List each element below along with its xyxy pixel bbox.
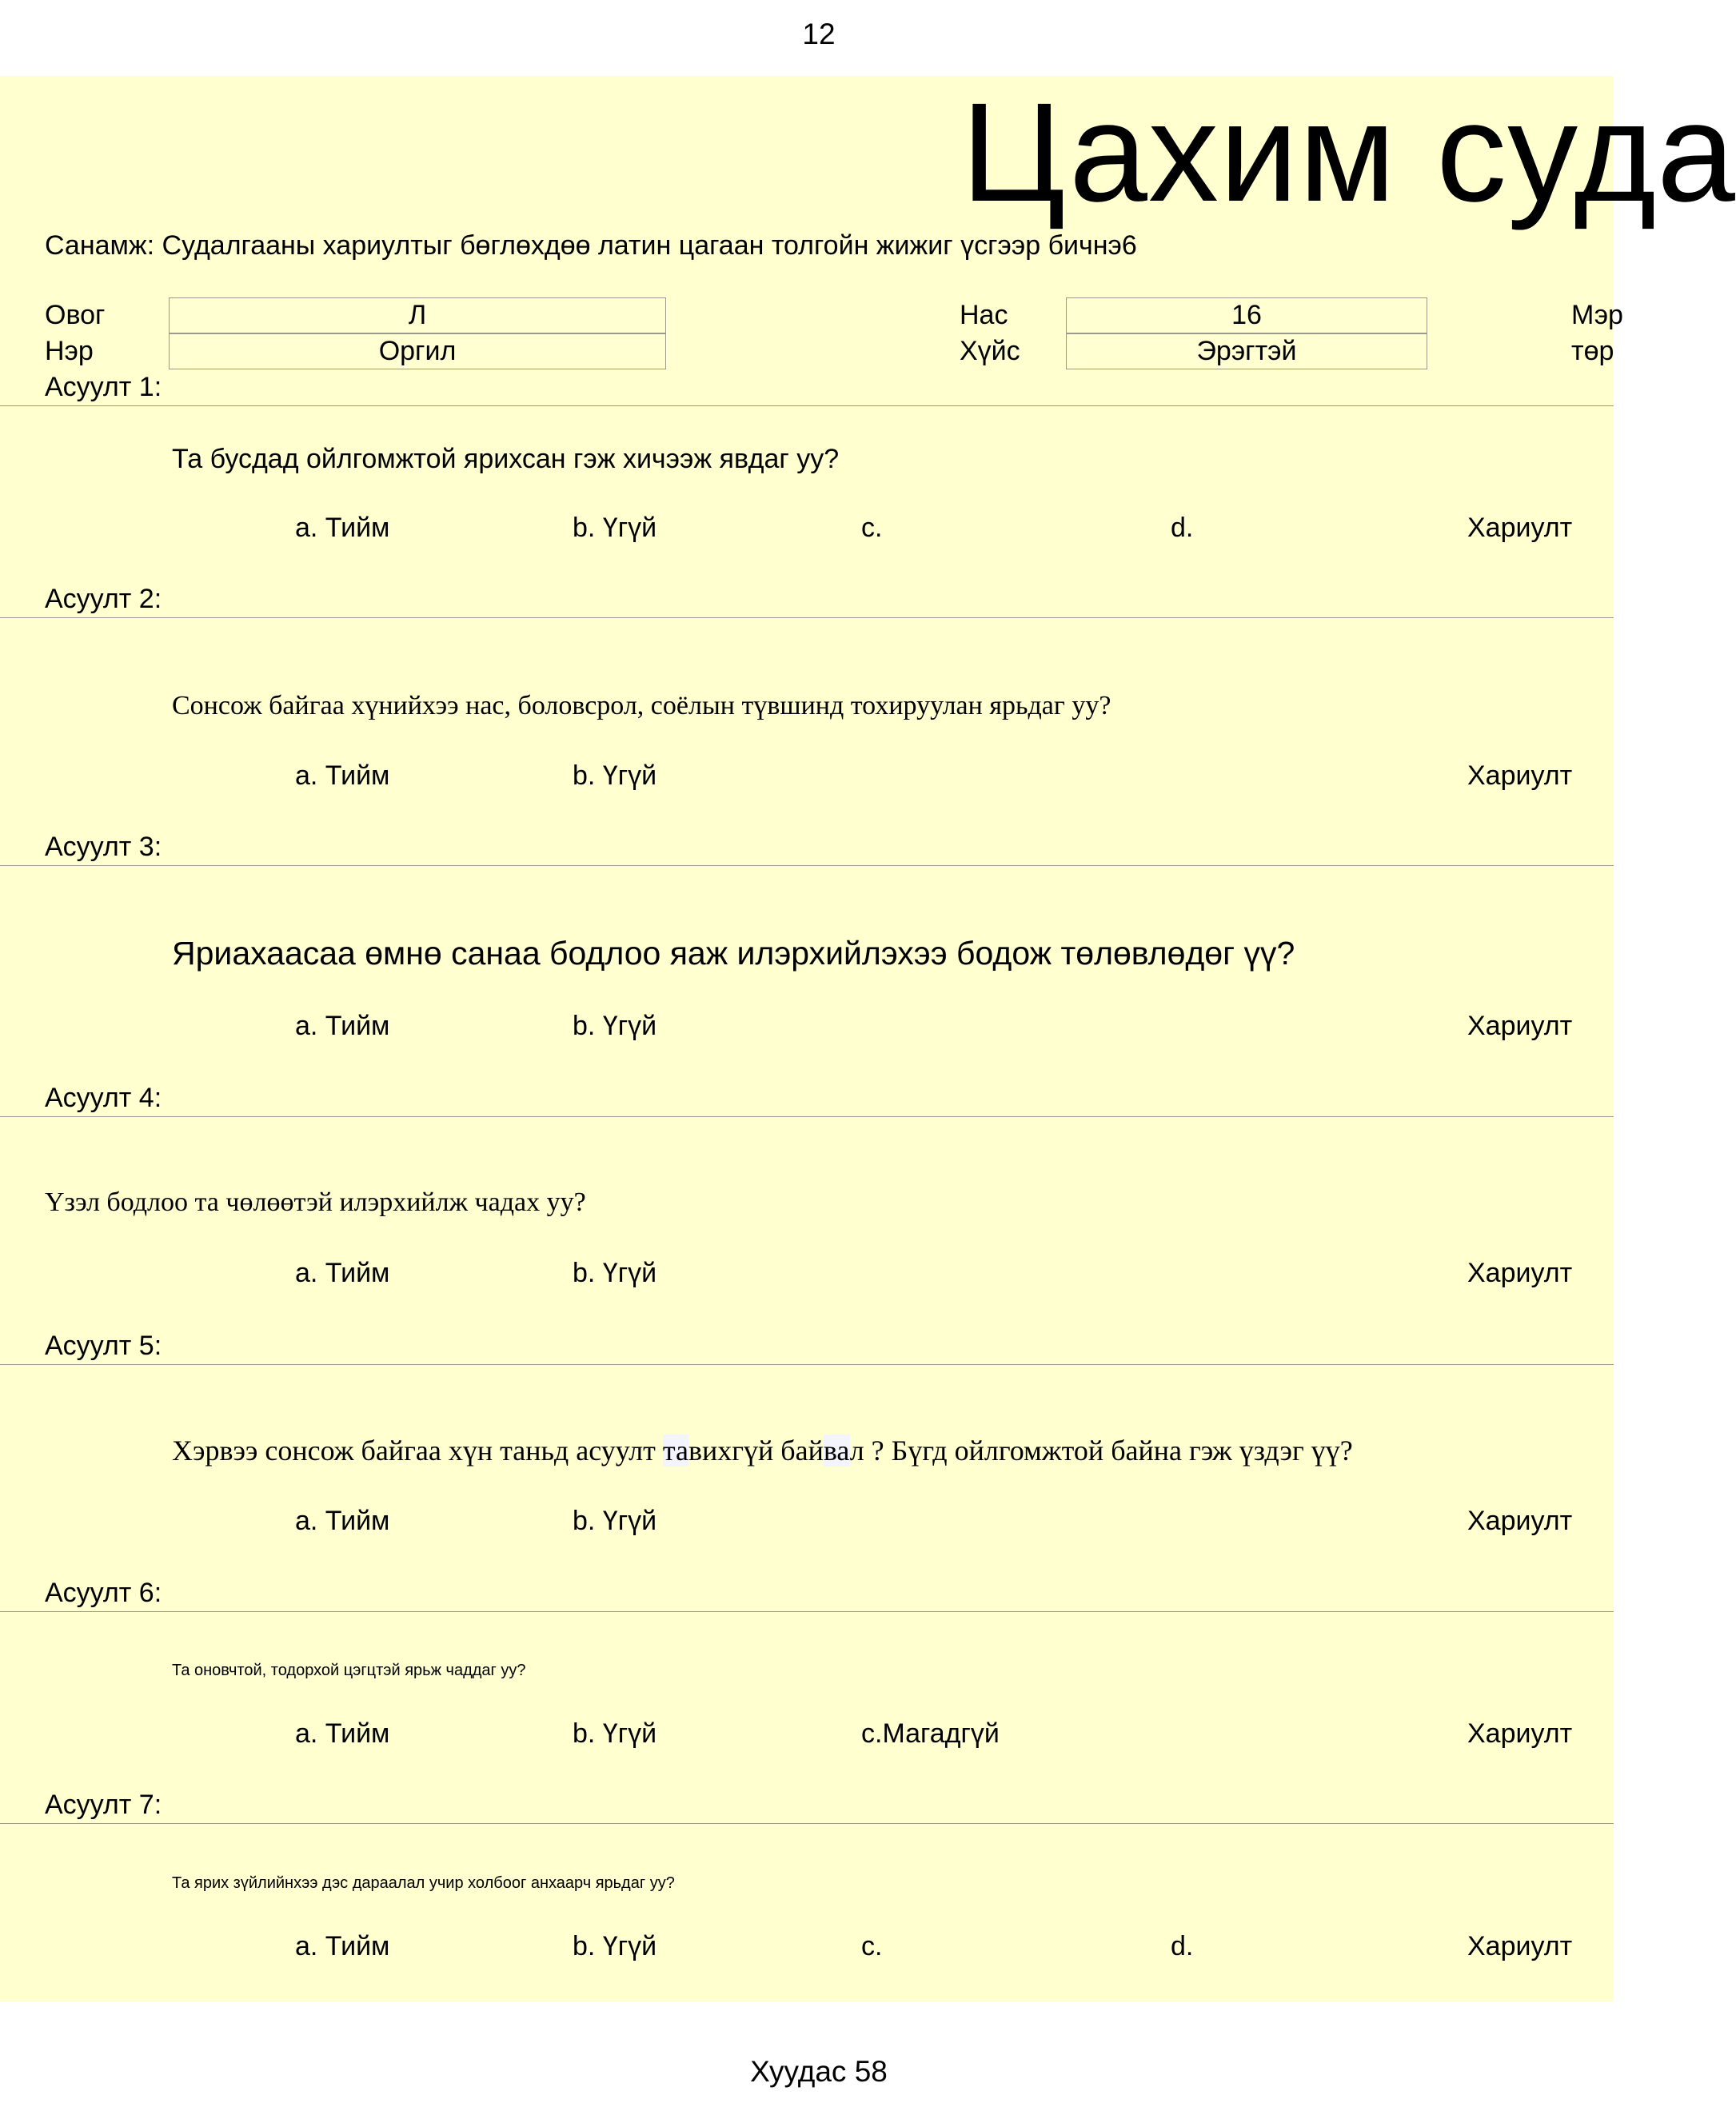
option-c[interactable]: c. [861,513,883,543]
divider [0,1611,1614,1612]
gender-field[interactable]: Эрэгтэй [1066,333,1427,369]
question-label-5: Асуулт 5: [45,1331,162,1361]
option-b[interactable]: b. Үгүй [573,1506,657,1536]
question-label-2: Асуулт 2: [45,584,162,614]
option-a[interactable]: a. Тийм [295,1258,390,1288]
surname-label: Овог [45,300,106,330]
option-a[interactable]: a. Тийм [295,513,390,543]
age-field[interactable]: 16 [1066,297,1427,333]
age-label: Нас [960,300,1008,330]
option-c[interactable]: c.Магадгүй [861,1718,1000,1749]
question-label-3: Асуулт 3: [45,832,162,862]
option-a[interactable]: a. Тийм [295,1931,390,1961]
name-label: Нэр [45,336,94,366]
answer-label-5: Хариулт [1467,1506,1573,1536]
answer-label-2: Хариулт [1467,760,1573,791]
survey-title: Цахим суда [961,74,1736,231]
answer-label-1: Хариулт [1467,513,1573,543]
option-d[interactable]: d. [1171,513,1194,543]
page-footer: Хуудас 58 [750,2055,888,2088]
option-a[interactable]: a. Тийм [295,1506,390,1536]
divider [0,1823,1614,1824]
option-a[interactable]: a. Тийм [295,760,390,791]
divider [0,1364,1614,1365]
question-label-6: Асуулт 6: [45,1578,162,1608]
name-field[interactable]: Оргил [169,333,666,369]
question-label-7: Асуулт 7: [45,1790,162,1820]
divider [0,1116,1614,1117]
option-d[interactable]: d. [1171,1931,1194,1961]
cut-label-1: Мэр [1571,300,1623,330]
answer-label-4: Хариулт [1467,1258,1573,1288]
question-label-1: Асуулт 1: [45,372,162,402]
cut-label-2: төр [1571,336,1614,366]
question-text-5 [172,1434,1353,1467]
option-a[interactable]: a. Тийм [295,1011,390,1041]
answer-label-3: Хариулт [1467,1011,1573,1041]
question-text-7: Та ярих зүйлийнхээ дэс дараалал учир холбоог анхаарч ярьдаг уу? [172,1874,675,1892]
divider [0,405,1614,406]
option-b[interactable]: b. Үгүй [573,1718,657,1749]
question-text-2: Сонсож байгаа хүнийхээ нас, боловсрол, соёлын түвшинд тохируулан ярьдаг уу? [172,691,1111,720]
option-b[interactable]: b. Үгүй [573,1931,657,1961]
survey-sheet [0,74,1736,2001]
surname-field[interactable]: Л [169,297,666,333]
page-number-top: 12 [802,18,836,50]
question-text-4: Үзэл бодлоо та чөлөөтэй илэрхийлж чадах уу? [45,1187,586,1217]
question-text-6: Та оновчтой, тодорхой цэгцтэй ярьж чаддаг уу? [172,1662,526,1679]
divider [0,865,1614,866]
question-text-5-highlight: ва [823,1435,850,1467]
divider [0,617,1614,618]
option-c[interactable]: c. [861,1931,883,1961]
question-text-5-part: л ? Бүгд ойлгомжтой байна гэж үздэг үү? [849,1435,1353,1467]
question-text-5-highlight: та [662,1435,689,1467]
gender-label: Хүйс [960,336,1020,366]
question-label-4: Асуулт 4: [45,1083,162,1113]
instruction-note: Санамж: Судалгааны хариултыг бөглөхдөө латин цагаан толгойн жижиг үсгээр бичнэ6 [45,230,1137,261]
option-b[interactable]: b. Үгүй [573,1258,657,1288]
option-a[interactable]: a. Тийм [295,1718,390,1749]
answer-label-7: Хариулт [1467,1931,1573,1961]
question-text-5-part: вихгүй бай [688,1435,824,1467]
option-b[interactable]: b. Үгүй [573,513,657,543]
question-text-1: Та бусдад ойлгомжтой ярихсан гэж хичээж явдаг уу? [172,444,840,474]
answer-label-6: Хариулт [1467,1718,1573,1749]
option-b[interactable]: b. Үгүй [573,760,657,791]
question-text-5-part: Хэрвээ сонсож байгаа хүн таньд асуулт [172,1435,663,1467]
option-b[interactable]: b. Үгүй [573,1011,657,1041]
question-text-3: Яриахаасаа өмнө санаа бодлоо яаж илэрхийлэхээ бодож төлөвлөдөг үү? [172,935,1295,972]
